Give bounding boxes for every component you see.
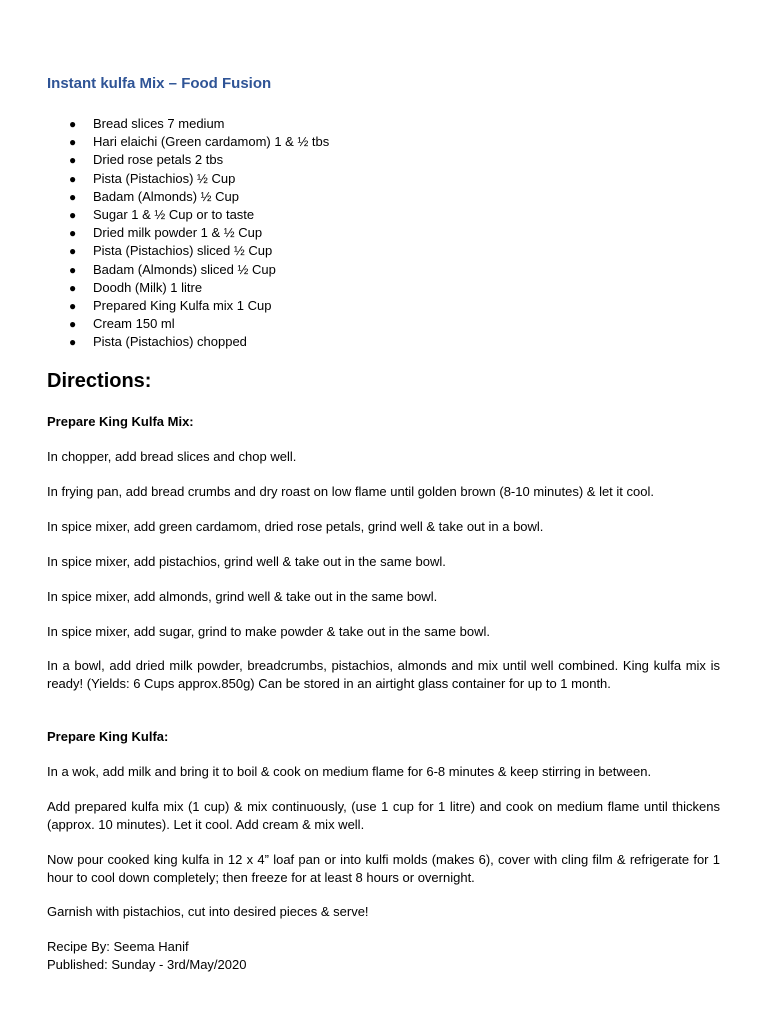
recipe-author: Recipe By: Seema Hanif: [47, 939, 189, 954]
bullet-icon: ●: [69, 280, 77, 295]
kulfa-section-heading: Prepare King Kulfa:: [47, 729, 169, 744]
ingredient-item: ● Dried rose petals 2 tbs: [47, 151, 329, 169]
bullet-icon: ●: [69, 189, 77, 204]
kulfa-step: In a wok, add milk and bring it to boil & cook on medium flame for 6-8 minutes & keep stirring in between.: [47, 764, 652, 779]
bullet-icon: ●: [69, 171, 77, 186]
mix-step: In spice mixer, add almonds, grind well & take out in the same bowl.: [47, 589, 438, 604]
ingredient-item: ● Bread slices 7 medium: [47, 115, 329, 133]
mix-step: In spice mixer, add pistachios, grind well & take out in the same bowl.: [47, 554, 446, 569]
kulfa-step: Garnish with pistachios, cut into desired pieces & serve!: [47, 904, 369, 919]
bullet-icon: ●: [69, 226, 77, 241]
recipe-title: Instant kulfa Mix – Food Fusion: [47, 75, 272, 92]
ingredient-item: ● Doodh (Milk) 1 litre: [47, 279, 329, 297]
ingredient-item: ● Prepared King Kulfa mix 1 Cup: [47, 297, 329, 315]
ingredient-item: ● Pista (Pistachios) sliced ½ Cup: [47, 242, 329, 260]
ingredient-item: ● Badam (Almonds) ½ Cup: [47, 188, 329, 206]
ingredient-item: ● Sugar 1 & ½ Cup or to taste: [47, 206, 329, 224]
ingredient-item: ● Cream 150 ml: [47, 315, 329, 333]
bullet-icon: ●: [69, 244, 77, 259]
bullet-icon: ●: [69, 262, 77, 277]
mix-step: In frying pan, add bread crumbs and dry roast on low flame until golden brown (8-10 minutes) & let it cool.: [47, 484, 654, 499]
mix-section-heading: Prepare King Kulfa Mix:: [47, 414, 194, 429]
ingredient-item: ● Badam (Almonds) sliced ½ Cup: [47, 261, 329, 279]
bullet-icon: ●: [69, 207, 77, 222]
bullet-icon: ●: [69, 335, 77, 350]
bullet-icon: ●: [69, 117, 77, 131]
mix-step: In chopper, add bread slices and chop well.: [47, 449, 297, 464]
published-date: Published: Sunday - 3rd/May/2020: [47, 957, 247, 972]
mix-step: In a bowl, add dried milk powder, breadcrumbs, pistachios, almonds and mix until well combined. King kulfa mix is ready! (Yields: 6 Cups approx.850g) Can be stored in an airtight glass container for up to 1 month.: [47, 658, 720, 691]
kulfa-step: Now pour cooked king kulfa in 12 x 4” loaf pan or into kulfi molds (makes 6), cover with cling film & refrigerate for 1 hour to cool down completely; then freeze for at least 8 hours or overnight.: [47, 852, 720, 885]
ingredient-item: ● Hari elaichi (Green cardamom) 1 & ½ tbs: [47, 133, 329, 151]
directions-heading: Directions:: [47, 370, 152, 392]
bullet-icon: ●: [69, 298, 77, 313]
kulfa-step: Add prepared kulfa mix (1 cup) & mix continuously, (use 1 cup for 1 litre) and cook on medium flame until thickens (approx. 10 minutes). Let it cool. Add cream & mix well.: [47, 799, 720, 832]
ingredients-list: [47, 115, 329, 351]
ingredient-item: ● Dried milk powder 1 & ½ Cup: [47, 224, 329, 242]
ingredient-item: ● Pista (Pistachios) ½ Cup: [47, 170, 329, 188]
bullet-icon: ●: [69, 153, 77, 168]
mix-step: In spice mixer, add sugar, grind to make powder & take out in the same bowl.: [47, 624, 490, 639]
mix-step: In spice mixer, add green cardamom, dried rose petals, grind well & take out in a bowl.: [47, 519, 544, 534]
bullet-icon: ●: [69, 135, 77, 150]
bullet-icon: ●: [69, 317, 77, 332]
ingredient-item: ● Pista (Pistachios) chopped: [47, 333, 329, 351]
